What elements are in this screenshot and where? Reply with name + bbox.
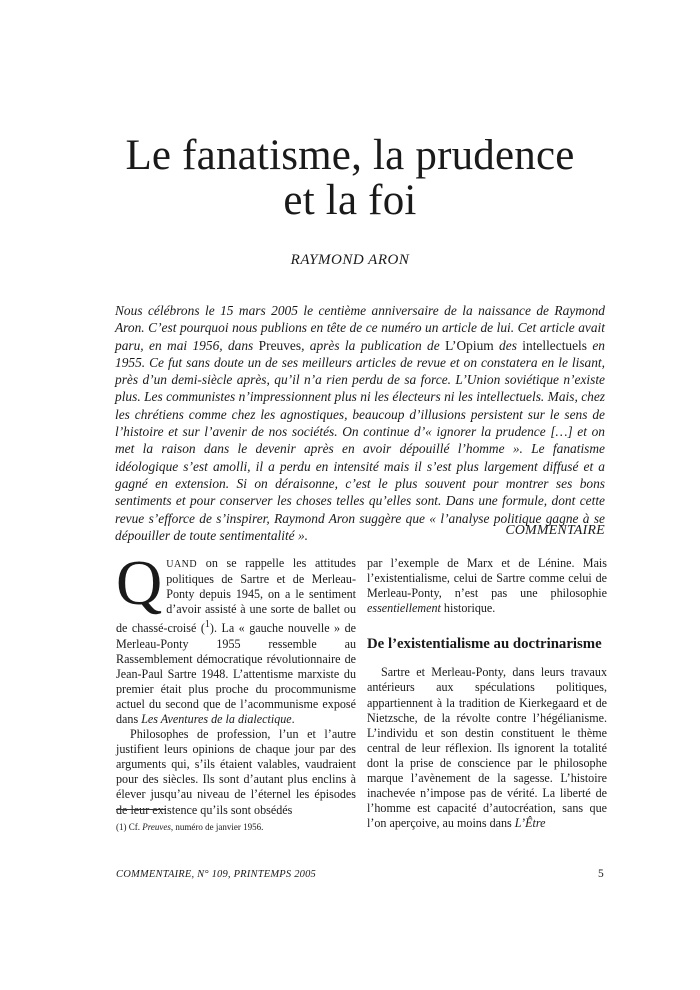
intro-text-4: en 1955. Ce fut sans doute un de ses meilleurs articles de revue et on constatera en le lisant, près d’un demi-siècle après, qu’il n’a rien perdu de sa force. L’Union soviétique n’existe plus. Les communistes n’impressionnent plus ni les électeurs ni les intellectuels. Mais, chez les chrétiens comme chez les agnostiques, beaucoup d’illusions persistent sur le sens de l’histoire et sur l’avenir de nos sociétés. On continue d’« ignorer la prudence […] et on met la raison dans le devenir après en avoir dépouillé l’homme ». Le fanatisme idéologique s’est amolli, il a perdu en intensité mais il s’est plus largement diffusé et a gagné en extension. Si on déraisonne, c’est le plus souvent pour montrer ses bons sentiments et pour conserver les choses telles qu’elles sont. Dans une formule, dont cette revue s’efforce de s’inspirer, Raymond Aron suggère que « l’analyse politique gagne à se dépouiller de toute sentimentalité ». <box>115 337 605 543</box>
section-subheading: De l’existentialisme au doctrinarisme <box>367 636 602 653</box>
paragraph-3-text-a: par l’exemple de Marx et de Lénine. Mais l’existentialisme, celui de Sartre comme celui de Merleau-Ponty, n’est pas une philosophie <box>367 556 607 601</box>
intro-text-1: Nous célébrons le 15 mars 2005 le centième anniversaire de la naissance de Raymond Aron. C’est pourquoi nous publions en tête de ce numéro un article de lui. Cet article avait paru, en mai 1956, dans <box>115 303 605 353</box>
right-column <box>367 556 607 831</box>
paragraph-1 <box>116 547 356 727</box>
intro-signature: COMMENTAIRE <box>505 522 605 537</box>
intro-preuves: Preuves <box>258 337 302 353</box>
author-name: RAYMOND ARON <box>290 252 410 268</box>
emphasis-l-etre: L’Être <box>514 816 546 831</box>
title-line-1: Le fanatisme, la prudence <box>125 132 575 179</box>
title-line-2: et la foi <box>283 177 417 224</box>
page-number: 5 <box>598 868 604 880</box>
footnote-reference: 1 <box>204 619 210 631</box>
footnote-prefix: (1) Cf. <box>116 822 143 832</box>
article-title <box>0 133 700 223</box>
drop-cap: Q <box>116 547 163 618</box>
running-footer: COMMENTAIRE, N° 109, PRINTEMPS 2005 <box>116 869 316 880</box>
footnote <box>116 822 356 832</box>
book-title: Les Aventures de la dialectique <box>141 711 292 726</box>
paragraph-4 <box>367 665 607 831</box>
intro-intellectuels: intellectuels <box>522 337 587 353</box>
intro-text-3: des <box>493 337 523 353</box>
lead-small-caps: UAND <box>166 559 198 570</box>
footnote-suffix: , numéro de janvier 1956. <box>170 822 264 832</box>
intro-text-2: , après la publication de <box>301 337 446 353</box>
paragraph-1-text-c: . <box>291 711 295 726</box>
footnote-journal: Preuves <box>142 822 171 832</box>
paragraph-1-text-a: on se rappelle les attitudes politiques de Sartre et de Merleau-Ponty depuis 1945, on a le sentiment d’avoir assisté à une sorte de ballet ou de chassé-croisé ( <box>116 556 356 636</box>
paragraph-4-text: Sartre et Merleau-Ponty, dans leurs travaux antérieurs aux spéculations politiques, appartiennent à la tradition de Kierkegaard et de Nietzsche, de la révolte contre l’hégélianisme. L’individu et son destin constituent le thème central de leur réflexion. Ils ignorent la totalité dont la prise de conscience par le philosophe marque l’avènement de la sagesse. L’histoire inachevée n’impose pas de vérité. La liberté de l’homme est capacité d’autocréation, sans que l’on aperçoive, au moins dans <box>367 665 607 831</box>
left-column <box>116 547 356 818</box>
paragraph-3-text-b: historique. <box>440 601 496 616</box>
emphasis-essentiellement: essentiellement <box>367 601 441 616</box>
intro-opium: L’Opium <box>445 337 494 353</box>
paragraph-1-text-b: ). La « gauche nouvelle » de Merleau-Ponty 1955 ressemble au Rassemblement démocratique révolutionnaire de Jean-Paul Sartre 1948. L’attentisme marxiste du premier était plus proche du procommunisme actuel du second que de l’acommunisme exposé dans <box>116 621 356 726</box>
editorial-introduction <box>115 302 605 544</box>
paragraph-2: Philosophes de profession, l’un et l’autre justifient leurs opinions de chaque jour par des arguments qui, s’ils étaient valables, vaudraient pour des siècles. Ils sont d’autant plus enclins à élever jusqu’au niveau de l’éternel les épisodes de leur existence qu’ils sont obsédés <box>116 727 356 817</box>
footnote-rule <box>116 809 166 810</box>
paragraph-3 <box>367 556 607 616</box>
